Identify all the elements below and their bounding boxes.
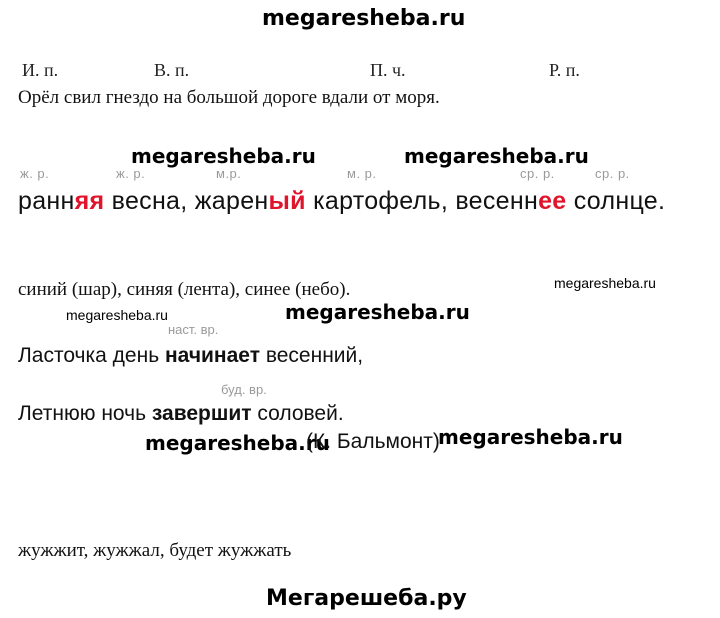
gender-label-3: м.р. (216, 166, 242, 181)
poem-line-2-end: соловей. (251, 402, 344, 425)
gender-label-6: ср. р. (595, 166, 630, 181)
sentence-buzz: жужжит, жужжал, будет жужжать (18, 540, 292, 561)
poem-verb-present: начинает (164, 344, 260, 367)
adj-part-1: ранн (18, 187, 75, 215)
gender-label-5: ср. р. (520, 166, 555, 181)
poem-line-2-start: Летнюю ночь (18, 402, 152, 425)
case-label-vp: В. п. (154, 60, 190, 80)
watermark-3: megaresheba.ru (554, 275, 656, 291)
poem-line-2 (18, 402, 344, 426)
watermark-6: megaresheba.ru (145, 431, 330, 455)
sentence-colors: синий (шар), синяя (лента), синее (небо). (18, 279, 351, 300)
poem-line-1-end: весенний, (259, 344, 364, 367)
case-label-rp: Р. п. (549, 60, 580, 80)
watermark-1: megaresheba.ru (131, 144, 316, 168)
watermark-4: megaresheba.ru (66, 307, 168, 323)
poem-verb-future: завершит (151, 402, 252, 425)
sentence-eagle: Орёл свил гнездо на большой дороге вдали от моря. (18, 87, 440, 108)
gender-label-4: м. р. (347, 166, 377, 181)
adj-part-3: картофель, весенн (305, 187, 539, 215)
adjective-endings-line (18, 187, 665, 216)
footer-site-name: Мегарешеба.ру (266, 586, 467, 611)
adj-ending-2: ый (268, 187, 306, 215)
poem-author: (К. Бальмонт) (306, 430, 440, 453)
header-watermark: megaresheba.ru (262, 6, 466, 31)
adj-part-4: солнце. (566, 187, 666, 215)
watermark-7: megaresheba.ru (438, 425, 623, 449)
watermark-2: megaresheba.ru (404, 144, 589, 168)
gender-label-1: ж. р. (20, 166, 50, 181)
tense-label-present: наст. вр. (168, 322, 219, 337)
tense-label-future: буд. вр. (221, 382, 267, 397)
adj-part-2: весна, жарен (104, 187, 269, 215)
gender-label-2: ж. р. (116, 166, 146, 181)
poem-line-1-start: Ласточка день (18, 344, 165, 367)
adj-ending-3: ее (538, 187, 567, 215)
case-label-pch: П. ч. (370, 60, 406, 80)
poem-line-1 (18, 344, 363, 368)
adj-ending-1: яя (74, 187, 105, 215)
watermark-5: megaresheba.ru (285, 300, 470, 324)
case-label-ip: И. п. (22, 60, 59, 80)
